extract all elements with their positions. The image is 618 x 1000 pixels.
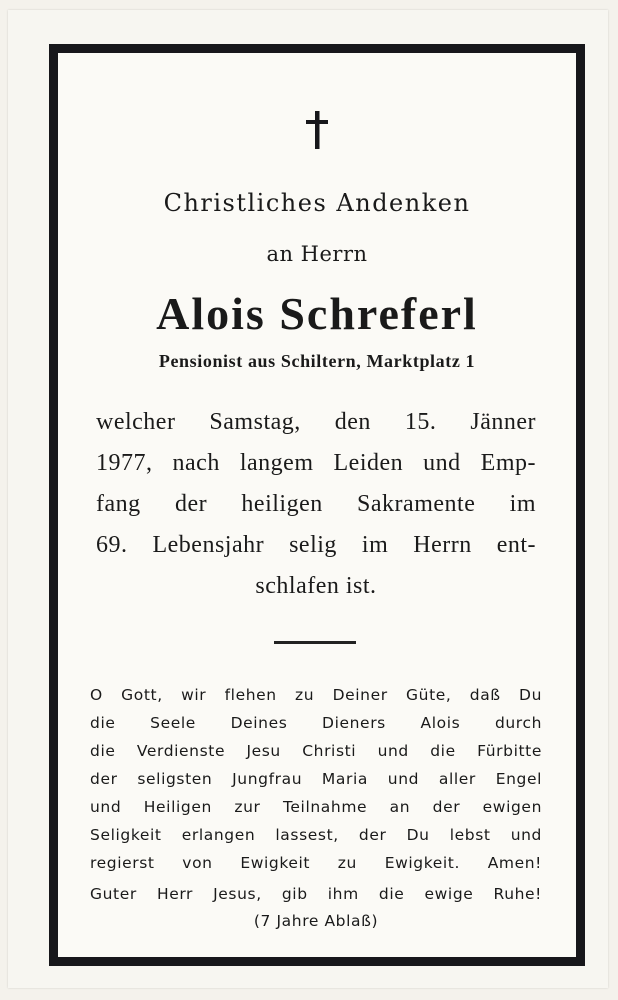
- prayer-line: die Verdienste Jesu Christi und die Fürbitte: [90, 742, 542, 760]
- prayer-line: die Seele Deines Dieners Alois durch: [90, 714, 542, 732]
- indulgence-note: (7 Jahre Ablaß): [253, 912, 379, 930]
- memorial-card: [8, 10, 608, 988]
- body-line: schlafen ist.: [255, 573, 377, 599]
- prayer-line: der seligsten Jungfrau Maria und aller Engel: [90, 770, 542, 788]
- deceased-name: Alois Schreferl: [156, 288, 478, 339]
- divider-line: [274, 641, 356, 644]
- prayer-line: und Heiligen zur Teilnahme an der ewigen: [90, 798, 542, 816]
- card-heading: Christliches Andenken: [163, 189, 471, 217]
- salutation: an Herrn: [266, 242, 368, 266]
- prayer-line: regierst von Ewigkeit zu Ewigkeit. Amen!: [90, 854, 542, 872]
- prayer-line: Seligkeit erlangen lassest, der Du lebst und: [90, 826, 542, 844]
- body-line: welcher Samstag, den 15. Jänner: [96, 409, 536, 435]
- occupation-address: Pensionist aus Schiltern, Marktplatz 1: [158, 351, 476, 371]
- prayer-line: Guter Herr Jesus, gib ihm die ewige Ruhe!: [90, 885, 542, 903]
- body-line: 1977, nach langem Leiden und Emp-: [96, 450, 536, 476]
- black-border-frame: [49, 44, 585, 966]
- body-line: fang der heiligen Sakramente im: [96, 491, 536, 517]
- prayer-line: O Gott, wir flehen zu Deiner Güte, daß Du: [90, 686, 542, 704]
- body-line: 69. Lebensjahr selig im Herrn ent-: [96, 532, 536, 558]
- cross-icon: [58, 111, 576, 151]
